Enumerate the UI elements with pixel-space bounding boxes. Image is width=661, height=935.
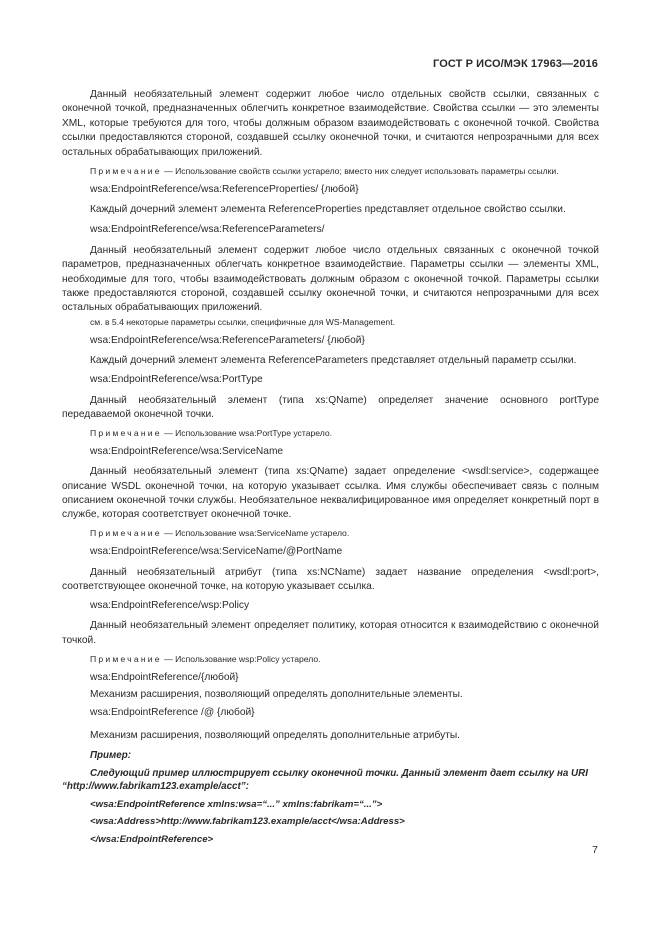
paragraph-reference-properties: Данный необязательный элемент содержит любое число отдельных свойств ссылки, связанных с оконечной точкой, предназначенных облегчить конкретное взаимодействие. Свойства ссылки — это элементы XML, которые требуются для того, чтобы должным образом взаимодействовать с оконечной точкой. Свойства ссылки предоставляются стороной, создавшей ссылку оконечной точки, и считаются непрозрачными для всех остальных обрабатывающих приложений. xyxy=(62,89,599,158)
term-reference-properties-any: wsa:EndpointReference/wsa:ReferenceProperties/ {любой} xyxy=(90,183,359,195)
term-reference-parameters: wsa:EndpointReference/wsa:ReferenceParameters/ xyxy=(90,224,325,236)
note-service-name xyxy=(62,527,599,539)
note-label: Примечание xyxy=(90,653,162,664)
note-label: Примечание xyxy=(90,427,162,438)
term-service-name: wsa:EndpointReference/wsa:ServiceName xyxy=(90,445,284,457)
page-number: 7 xyxy=(592,844,598,856)
paragraph-reference-parameters: Данный необязательный элемент содержит любое число отдельных связанных с оконечной точкой параметров, предназначенных облегчать конкретное взаимодействие. Параметры ссылки — элементы XML, необходимые для того, чтобы взаимодействовать должным образом с оконечной точкой. Параметры ссылки также предоставляются стороной, создавшей ссылку оконечной точки, и считаются непрозрачными для всех остальных обрабатывающих приложений. xyxy=(62,244,599,314)
note-port-type xyxy=(62,427,599,439)
example-heading: Пример: xyxy=(90,750,131,762)
note-label: Примечание xyxy=(90,165,162,176)
term-policy: wsa:EndpointReference/wsp:Policy xyxy=(90,600,250,612)
page-content xyxy=(62,88,599,850)
term-extension-attributes: wsa:EndpointReference /@ {любой} xyxy=(90,706,255,718)
example-description: Следующий пример иллюстрирует ссылку оконечной точки. Данный элемент дает ссылку на URI “http://www.fabrikam123.example/acct”: xyxy=(62,767,588,793)
note-text: — Использование wsp:Policy устарело. xyxy=(161,653,321,664)
code-line-3: </wsa:EndpointReference> xyxy=(90,833,214,845)
term-port-name: wsa:EndpointReference/wsa:ServiceName/@PortName xyxy=(90,546,343,558)
note-policy xyxy=(62,653,599,665)
term-reference-parameters-any: wsa:EndpointReference/wsa:ReferenceParameters/ {любой} xyxy=(90,334,365,346)
note-label: Примечание xyxy=(90,528,162,539)
term-extension-elements: wsa:EndpointReference/{любой} xyxy=(90,671,239,683)
paragraph-service-name: Данный необязательный элемент (типа xs:QName) задает определение <wsdl:service>, содержащее описание WSDL оконечной точки, на которую указывает ссылка. Имя службы обеспечивает связь с полным описанием оконечной точки службы. Необязательное неквалифицированное имя определяет конкретный порт в службе, которая соответствует оконечной точке. xyxy=(62,466,599,521)
note-text: — Использование wsa:ServiceName устарело. xyxy=(161,528,350,539)
paragraph-reference-parameters-child: Каждый дочерний элемент элемента ReferenceParameters представляет отдельный параметр ссылки. xyxy=(90,355,577,367)
term-port-type: wsa:EndpointReference/wsa:PortType xyxy=(90,374,263,386)
code-line-2: <wsa:Address>http://www.fabrikam123.example/acct</wsa:Address> xyxy=(90,816,405,828)
paragraph-port-type: Данный необязательный элемент (типа xs:QName) определяет значение основного portType передаваемой оконечной точки. xyxy=(62,394,599,420)
paragraph-see-5-4: см. в 5.4 некоторые параметры ссылки, специфичные для WS-Management. xyxy=(90,316,395,327)
note-text: — Использование wsa:PortType устарело. xyxy=(161,427,333,438)
paragraph-port-name: Данный необязательный атрибут (типа xs:NCName) задает название определения <wsdl:port>, соответствующее оконечной точке, на которую указывает ссылка. xyxy=(62,566,599,593)
paragraph-extension-elements: Механизм расширения, позволяющий определять дополнительные элементы. xyxy=(90,689,463,701)
paragraph-reference-properties-child: Каждый дочерний элемент элемента ReferenceProperties представляет отдельное свойство ссылки. xyxy=(90,203,566,215)
code-line-1: <wsa:EndpointReference xmlns:wsa=“...” xmlns:fabrikam=“...”> xyxy=(90,798,383,810)
note-reference-properties xyxy=(62,165,599,177)
note-text: — Использование свойств ссылки устарело; вместо них следует использовать параметры ссылки. xyxy=(161,165,559,176)
document-header: ГОСТ Р ИСО/МЭК 17963—2016 xyxy=(433,58,598,70)
paragraph-extension-attributes: Механизм расширения, позволяющий определять дополнительные атрибуты. xyxy=(90,730,461,741)
paragraph-policy: Данный необязательный элемент определяет политику, которая относится к взаимодействию с оконечной точкой. xyxy=(62,620,599,646)
